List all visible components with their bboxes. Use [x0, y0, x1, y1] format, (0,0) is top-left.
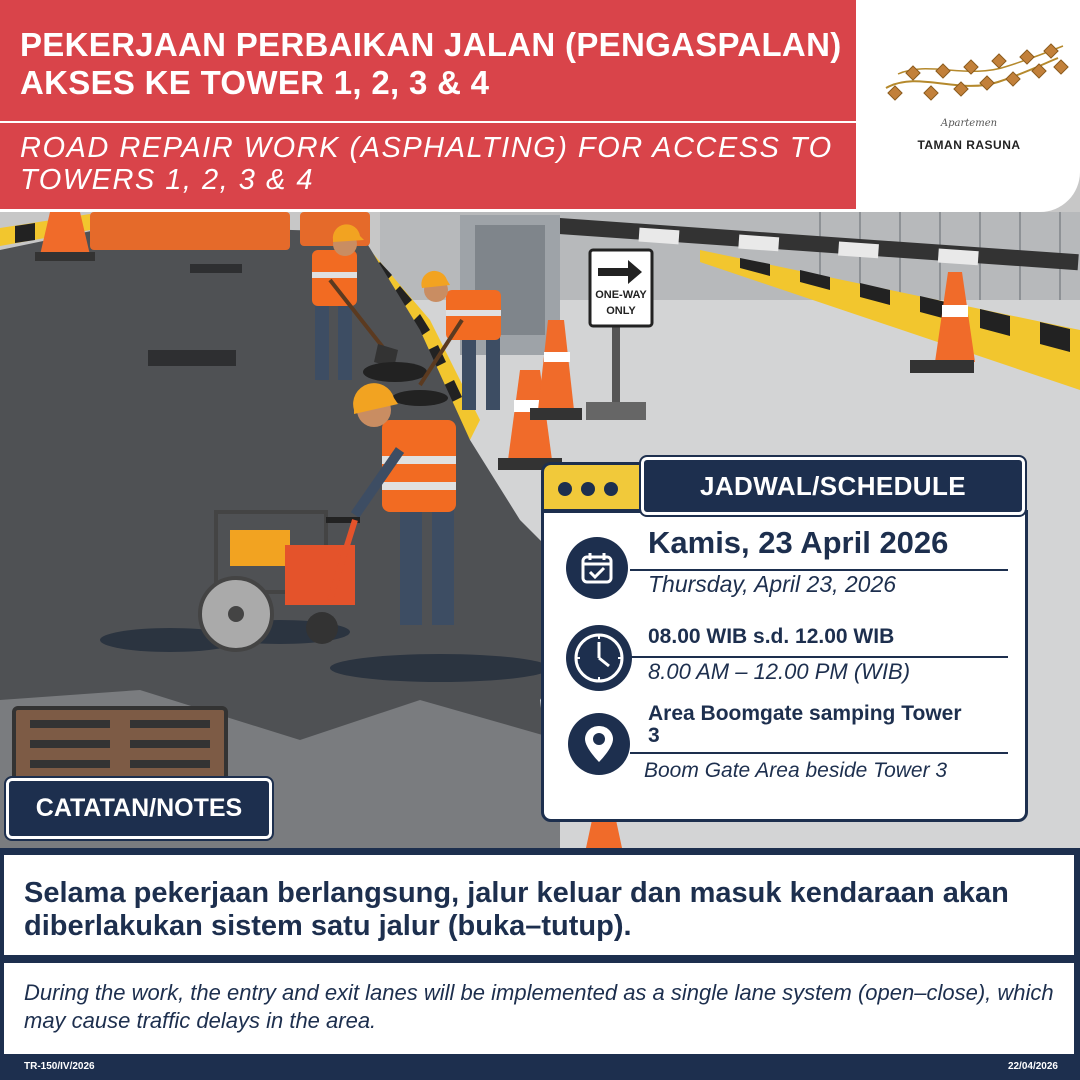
time-divider [630, 656, 1008, 658]
clock-icon [566, 625, 632, 691]
location-pin-icon [568, 713, 630, 775]
footer-date: 22/04/2026 [1007, 1061, 1058, 1072]
schedule-location-id: Area Boomgate samping Tower 3 [648, 702, 962, 747]
logo-script-text: Apartemen [940, 118, 998, 129]
notes-text-en: During the work, the entry and exit lanes will be implemented as a single lane system (open–close), which may cause traffic delays in the area. [24, 980, 1054, 1033]
notes-title: CATATAN/NOTES [6, 778, 272, 839]
dot-icon [558, 482, 572, 496]
page-subtitle-english: ROAD REPAIR WORK (ASPHALTING) FOR ACCESS TO TOWERS 1, 2, 3 & 4 [20, 132, 833, 196]
page-title: PEKERJAAN PERBAIKAN JALAN (PENGASPALAN) AKSES KE TOWER 1, 2, 3 & 4 [20, 26, 842, 101]
schedule-date-en: Thursday, April 23, 2026 [648, 571, 897, 597]
schedule-date-id: Kamis, 23 April 2026 [648, 525, 949, 560]
footer-reference-number: TR-150/IV/2026 [24, 1061, 95, 1072]
dot-icon [604, 482, 618, 496]
header-divider [0, 121, 856, 123]
schedule-tab-dots [541, 462, 647, 512]
calendar-icon [566, 537, 628, 599]
notes-text-id: Selama pekerjaan berlangsung, jalur keluar dan masuk kendaraan akan diberlakukan sistem satu jalur (buka–tutup). [24, 877, 1009, 942]
logo-panel [858, 0, 1080, 212]
schedule-time-id: 08.00 WIB s.d. 12.00 WIB [648, 625, 895, 648]
sign-text-line1: ONE-WAY [595, 289, 647, 301]
location-divider [630, 752, 1008, 754]
schedule-title: JADWAL/SCHEDULE [641, 457, 1025, 515]
sign-text-line2: ONLY [606, 305, 636, 317]
schedule-location-en: Boom Gate Area beside Tower 3 [644, 759, 948, 782]
taman-rasuna-logo-icon [858, 0, 1080, 115]
logo-name: TAMAN RASUNA [917, 138, 1021, 152]
schedule-time-en: 8.00 AM – 12.00 PM (WIB) [648, 659, 911, 684]
schedule-card [541, 510, 1028, 822]
dot-icon [581, 482, 595, 496]
